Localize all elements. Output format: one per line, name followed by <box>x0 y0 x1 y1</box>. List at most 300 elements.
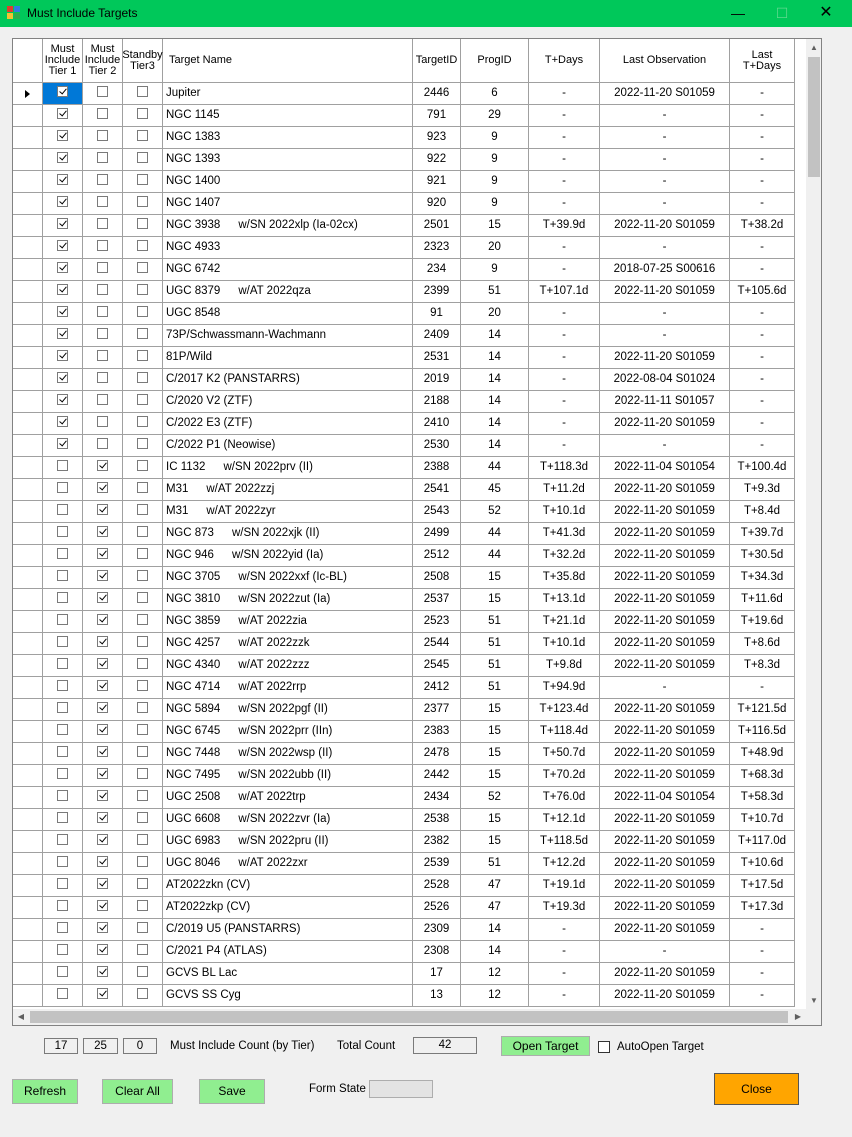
tier3-cell[interactable] <box>123 281 163 302</box>
tier1-cell[interactable] <box>43 501 83 522</box>
t-days-cell[interactable]: T+12.1d <box>529 809 600 830</box>
column-header-tier1[interactable]: Must Include Tier 1 <box>43 39 83 82</box>
tier3-cell[interactable] <box>123 303 163 324</box>
tier3-checkbox[interactable] <box>137 130 148 141</box>
tier2-cell[interactable] <box>83 127 123 148</box>
prog-id-cell[interactable]: 14 <box>461 391 529 412</box>
tier3-checkbox[interactable] <box>137 592 148 603</box>
target-name-cell[interactable] <box>163 127 413 148</box>
table-row[interactable] <box>13 281 795 303</box>
tier2-checkbox[interactable] <box>97 350 108 361</box>
t-days-cell[interactable]: - <box>529 963 600 984</box>
row-header[interactable] <box>13 875 43 896</box>
prog-id-cell[interactable]: 29 <box>461 105 529 126</box>
prog-id-cell[interactable]: 51 <box>461 611 529 632</box>
row-header[interactable] <box>13 193 43 214</box>
target-id-cell[interactable]: 2530 <box>413 435 461 456</box>
prog-id-cell[interactable]: 52 <box>461 787 529 808</box>
tier1-cell[interactable] <box>43 721 83 742</box>
tier2-cell[interactable] <box>83 567 123 588</box>
tier2-checkbox[interactable] <box>97 86 108 97</box>
tier2-cell[interactable] <box>83 325 123 346</box>
last-t-days-cell[interactable]: - <box>730 985 795 1006</box>
table-row[interactable] <box>13 699 795 721</box>
last-observation-cell[interactable]: 2022-11-20 S01059 <box>600 567 730 588</box>
tier1-cell[interactable] <box>43 633 83 654</box>
target-name-cell[interactable] <box>163 677 413 698</box>
tier3-checkbox[interactable] <box>137 328 148 339</box>
table-row[interactable] <box>13 479 795 501</box>
row-header[interactable] <box>13 259 43 280</box>
tier2-checkbox[interactable] <box>97 966 108 977</box>
row-header[interactable] <box>13 809 43 830</box>
target-id-cell[interactable]: 2019 <box>413 369 461 390</box>
tier3-cell[interactable] <box>123 721 163 742</box>
t-days-cell[interactable]: - <box>529 391 600 412</box>
prog-id-cell[interactable]: 15 <box>461 699 529 720</box>
row-header[interactable] <box>13 501 43 522</box>
t-days-cell[interactable]: - <box>529 237 600 258</box>
target-id-cell[interactable]: 921 <box>413 171 461 192</box>
tier3-cell[interactable] <box>123 347 163 368</box>
prog-id-cell[interactable]: 6 <box>461 83 529 104</box>
last-t-days-cell[interactable]: T+10.6d <box>730 853 795 874</box>
horizontal-scroll-thumb[interactable] <box>30 1011 788 1023</box>
table-row[interactable] <box>13 303 795 325</box>
tier1-cell[interactable] <box>43 413 83 434</box>
tier2-checkbox[interactable] <box>97 834 108 845</box>
last-t-days-cell[interactable]: - <box>730 369 795 390</box>
tier2-cell[interactable] <box>83 853 123 874</box>
vertical-scroll-thumb[interactable] <box>808 57 820 177</box>
last-t-days-cell[interactable]: T+117.0d <box>730 831 795 852</box>
t-days-cell[interactable]: T+118.3d <box>529 457 600 478</box>
t-days-cell[interactable]: - <box>529 83 600 104</box>
row-header[interactable] <box>13 743 43 764</box>
tier3-checkbox[interactable] <box>137 834 148 845</box>
tier1-checkbox[interactable] <box>57 900 68 911</box>
tier1-checkbox[interactable] <box>57 306 68 317</box>
tier3-cell[interactable] <box>123 743 163 764</box>
tier2-cell[interactable] <box>83 259 123 280</box>
tier1-cell[interactable] <box>43 237 83 258</box>
prog-id-cell[interactable]: 15 <box>461 721 529 742</box>
tier3-cell[interactable] <box>123 633 163 654</box>
tier3-checkbox[interactable] <box>137 768 148 779</box>
column-header-last-observation[interactable]: Last Observation <box>600 39 730 82</box>
last-t-days-cell[interactable]: - <box>730 259 795 280</box>
table-row[interactable] <box>13 259 795 281</box>
last-t-days-cell[interactable]: - <box>730 303 795 324</box>
last-observation-cell[interactable]: 2022-11-20 S01059 <box>600 853 730 874</box>
table-row[interactable] <box>13 743 795 765</box>
last-t-days-cell[interactable]: - <box>730 963 795 984</box>
prog-id-cell[interactable]: 45 <box>461 479 529 500</box>
tier3-cell[interactable] <box>123 809 163 830</box>
row-header[interactable] <box>13 589 43 610</box>
target-id-cell[interactable]: 2499 <box>413 523 461 544</box>
table-row[interactable] <box>13 963 795 985</box>
t-days-cell[interactable]: - <box>529 149 600 170</box>
t-days-cell[interactable]: T+12.2d <box>529 853 600 874</box>
tier2-cell[interactable] <box>83 391 123 412</box>
t-days-cell[interactable]: - <box>529 127 600 148</box>
tier2-checkbox[interactable] <box>97 812 108 823</box>
target-name-cell[interactable] <box>163 237 413 258</box>
tier2-cell[interactable] <box>83 655 123 676</box>
tier2-checkbox[interactable] <box>97 108 108 119</box>
row-header[interactable] <box>13 941 43 962</box>
table-row[interactable] <box>13 721 795 743</box>
tier3-checkbox[interactable] <box>137 152 148 163</box>
tier2-cell[interactable] <box>83 831 123 852</box>
target-name-cell[interactable] <box>163 347 413 368</box>
target-name-cell[interactable] <box>163 259 413 280</box>
tier1-cell[interactable] <box>43 743 83 764</box>
target-name-cell[interactable] <box>163 391 413 412</box>
t-days-cell[interactable]: T+10.1d <box>529 501 600 522</box>
tier2-cell[interactable] <box>83 875 123 896</box>
tier1-cell[interactable] <box>43 171 83 192</box>
tier1-cell[interactable] <box>43 919 83 940</box>
tier3-checkbox[interactable] <box>137 812 148 823</box>
last-observation-cell[interactable]: - <box>600 171 730 192</box>
tier2-checkbox[interactable] <box>97 196 108 207</box>
prog-id-cell[interactable]: 14 <box>461 413 529 434</box>
tier1-checkbox[interactable] <box>57 504 68 515</box>
tier2-cell[interactable] <box>83 281 123 302</box>
last-t-days-cell[interactable]: - <box>730 83 795 104</box>
t-days-cell[interactable]: - <box>529 259 600 280</box>
table-row[interactable] <box>13 413 795 435</box>
tier1-cell[interactable] <box>43 83 83 104</box>
t-days-cell[interactable]: - <box>529 413 600 434</box>
last-t-days-cell[interactable]: T+39.7d <box>730 523 795 544</box>
tier2-cell[interactable] <box>83 545 123 566</box>
column-header-last-t-days[interactable]: Last T+Days <box>730 39 795 82</box>
column-header-target-id[interactable]: TargetID <box>413 39 461 82</box>
t-days-cell[interactable]: T+35.8d <box>529 567 600 588</box>
vertical-scrollbar[interactable] <box>806 39 822 1009</box>
target-name-cell[interactable] <box>163 985 413 1006</box>
tier2-cell[interactable] <box>83 237 123 258</box>
target-id-cell[interactable]: 2512 <box>413 545 461 566</box>
table-row[interactable] <box>13 369 795 391</box>
tier1-checkbox[interactable] <box>57 328 68 339</box>
last-t-days-cell[interactable]: T+58.3d <box>730 787 795 808</box>
tier3-cell[interactable] <box>123 831 163 852</box>
prog-id-cell[interactable]: 9 <box>461 149 529 170</box>
target-name-cell[interactable] <box>163 413 413 434</box>
target-name-cell[interactable] <box>163 589 413 610</box>
tier3-checkbox[interactable] <box>137 680 148 691</box>
tier1-cell[interactable] <box>43 259 83 280</box>
target-name-cell[interactable] <box>163 105 413 126</box>
target-name-cell[interactable] <box>163 281 413 302</box>
last-observation-cell[interactable]: - <box>600 303 730 324</box>
tier1-cell[interactable] <box>43 215 83 236</box>
row-header[interactable] <box>13 919 43 940</box>
tier3-cell[interactable] <box>123 83 163 104</box>
prog-id-cell[interactable]: 15 <box>461 831 529 852</box>
tier2-checkbox[interactable] <box>97 526 108 537</box>
target-name-cell[interactable] <box>163 149 413 170</box>
last-observation-cell[interactable]: 2022-11-20 S01059 <box>600 479 730 500</box>
tier2-cell[interactable] <box>83 435 123 456</box>
prog-id-cell[interactable]: 51 <box>461 655 529 676</box>
last-observation-cell[interactable]: 2022-11-20 S01059 <box>600 963 730 984</box>
last-t-days-cell[interactable]: T+19.6d <box>730 611 795 632</box>
last-observation-cell[interactable]: 2022-11-20 S01059 <box>600 743 730 764</box>
t-days-cell[interactable]: - <box>529 985 600 1006</box>
t-days-cell[interactable]: - <box>529 919 600 940</box>
t-days-cell[interactable]: T+107.1d <box>529 281 600 302</box>
target-id-cell[interactable]: 2543 <box>413 501 461 522</box>
target-name-cell[interactable] <box>163 303 413 324</box>
tier3-cell[interactable] <box>123 677 163 698</box>
table-row[interactable] <box>13 149 795 171</box>
tier3-checkbox[interactable] <box>137 988 148 999</box>
tier3-checkbox[interactable] <box>137 350 148 361</box>
tier1-checkbox[interactable] <box>57 812 68 823</box>
tier1-checkbox[interactable] <box>57 86 68 97</box>
tier1-checkbox[interactable] <box>57 526 68 537</box>
target-name-cell[interactable] <box>163 919 413 940</box>
table-row[interactable] <box>13 457 795 479</box>
tier3-cell[interactable] <box>123 611 163 632</box>
tier3-checkbox[interactable] <box>137 108 148 119</box>
tier1-cell[interactable] <box>43 281 83 302</box>
tier3-checkbox[interactable] <box>137 174 148 185</box>
table-row[interactable] <box>13 611 795 633</box>
row-header[interactable] <box>13 985 43 1006</box>
tier1-checkbox[interactable] <box>57 130 68 141</box>
last-observation-cell[interactable]: - <box>600 435 730 456</box>
targets-grid[interactable] <box>12 38 822 1026</box>
target-name-cell[interactable] <box>163 523 413 544</box>
tier3-checkbox[interactable] <box>137 394 148 405</box>
tier1-checkbox[interactable] <box>57 702 68 713</box>
target-name-cell[interactable] <box>163 457 413 478</box>
tier2-checkbox[interactable] <box>97 658 108 669</box>
target-id-cell[interactable]: 2434 <box>413 787 461 808</box>
tier3-checkbox[interactable] <box>137 240 148 251</box>
last-observation-cell[interactable]: 2022-11-20 S01059 <box>600 413 730 434</box>
tier1-checkbox[interactable] <box>57 548 68 559</box>
tier1-cell[interactable] <box>43 325 83 346</box>
t-days-cell[interactable]: T+94.9d <box>529 677 600 698</box>
tier2-checkbox[interactable] <box>97 878 108 889</box>
t-days-cell[interactable]: T+19.1d <box>529 875 600 896</box>
table-row[interactable] <box>13 633 795 655</box>
tier2-cell[interactable] <box>83 479 123 500</box>
tier2-checkbox[interactable] <box>97 944 108 955</box>
tier2-checkbox[interactable] <box>97 702 108 713</box>
last-observation-cell[interactable]: 2022-11-20 S01059 <box>600 215 730 236</box>
tier2-checkbox[interactable] <box>97 504 108 515</box>
target-name-cell[interactable] <box>163 743 413 764</box>
last-observation-cell[interactable]: 2022-11-20 S01059 <box>600 699 730 720</box>
tier3-checkbox[interactable] <box>137 856 148 867</box>
t-days-cell[interactable]: T+118.5d <box>529 831 600 852</box>
tier1-cell[interactable] <box>43 545 83 566</box>
target-id-cell[interactable]: 2478 <box>413 743 461 764</box>
tier1-checkbox[interactable] <box>57 790 68 801</box>
target-id-cell[interactable]: 2501 <box>413 215 461 236</box>
horizontal-scrollbar[interactable] <box>13 1009 806 1025</box>
tier1-checkbox[interactable] <box>57 658 68 669</box>
tier2-checkbox[interactable] <box>97 372 108 383</box>
tier2-checkbox[interactable] <box>97 438 108 449</box>
last-t-days-cell[interactable]: T+100.4d <box>730 457 795 478</box>
target-name-cell[interactable] <box>163 963 413 984</box>
prog-id-cell[interactable]: 9 <box>461 127 529 148</box>
row-header[interactable] <box>13 787 43 808</box>
tier2-cell[interactable] <box>83 171 123 192</box>
last-t-days-cell[interactable]: - <box>730 435 795 456</box>
prog-id-cell[interactable]: 44 <box>461 523 529 544</box>
tier3-checkbox[interactable] <box>137 922 148 933</box>
tier2-cell[interactable] <box>83 677 123 698</box>
last-observation-cell[interactable]: 2022-11-04 S01054 <box>600 457 730 478</box>
save-button[interactable]: Save <box>199 1079 265 1104</box>
last-t-days-cell[interactable]: - <box>730 149 795 170</box>
row-header[interactable] <box>13 83 43 104</box>
row-header[interactable] <box>13 699 43 720</box>
prog-id-cell[interactable]: 9 <box>461 259 529 280</box>
tier1-checkbox[interactable] <box>57 460 68 471</box>
last-observation-cell[interactable]: 2022-11-20 S01059 <box>600 545 730 566</box>
tier3-checkbox[interactable] <box>137 526 148 537</box>
last-observation-cell[interactable]: 2022-11-20 S01059 <box>600 611 730 632</box>
target-name-cell[interactable] <box>163 325 413 346</box>
tier2-checkbox[interactable] <box>97 614 108 625</box>
tier3-checkbox[interactable] <box>137 636 148 647</box>
last-t-days-cell[interactable]: T+17.3d <box>730 897 795 918</box>
last-t-days-cell[interactable]: - <box>730 193 795 214</box>
column-header-t-days[interactable]: T+Days <box>529 39 600 82</box>
row-header[interactable] <box>13 149 43 170</box>
tier2-checkbox[interactable] <box>97 636 108 647</box>
row-header[interactable] <box>13 347 43 368</box>
tier2-checkbox[interactable] <box>97 460 108 471</box>
tier2-checkbox[interactable] <box>97 570 108 581</box>
target-id-cell[interactable]: 923 <box>413 127 461 148</box>
row-header[interactable] <box>13 457 43 478</box>
table-row[interactable] <box>13 875 795 897</box>
tier3-cell[interactable] <box>123 479 163 500</box>
tier2-checkbox[interactable] <box>97 394 108 405</box>
last-t-days-cell[interactable]: T+105.6d <box>730 281 795 302</box>
prog-id-cell[interactable]: 12 <box>461 985 529 1006</box>
tier3-checkbox[interactable] <box>137 438 148 449</box>
target-id-cell[interactable]: 920 <box>413 193 461 214</box>
tier2-checkbox[interactable] <box>97 284 108 295</box>
prog-id-cell[interactable]: 44 <box>461 457 529 478</box>
last-observation-cell[interactable]: 2022-11-20 S01059 <box>600 83 730 104</box>
tier1-checkbox[interactable] <box>57 372 68 383</box>
prog-id-cell[interactable]: 15 <box>461 589 529 610</box>
last-t-days-cell[interactable]: - <box>730 677 795 698</box>
column-header-tier3[interactable]: Standby Tier3 <box>123 39 163 82</box>
tier2-checkbox[interactable] <box>97 548 108 559</box>
tier3-checkbox[interactable] <box>137 86 148 97</box>
tier1-checkbox[interactable] <box>57 878 68 889</box>
tier1-cell[interactable] <box>43 699 83 720</box>
tier3-checkbox[interactable] <box>137 900 148 911</box>
last-observation-cell[interactable]: 2022-08-04 S01024 <box>600 369 730 390</box>
tier3-cell[interactable] <box>123 765 163 786</box>
t-days-cell[interactable]: - <box>529 325 600 346</box>
last-t-days-cell[interactable]: T+68.3d <box>730 765 795 786</box>
tier3-cell[interactable] <box>123 435 163 456</box>
tier3-cell[interactable] <box>123 369 163 390</box>
last-observation-cell[interactable]: - <box>600 677 730 698</box>
tier3-checkbox[interactable] <box>137 790 148 801</box>
last-t-days-cell[interactable]: T+11.6d <box>730 589 795 610</box>
prog-id-cell[interactable]: 15 <box>461 809 529 830</box>
tier1-checkbox[interactable] <box>57 966 68 977</box>
target-id-cell[interactable]: 2188 <box>413 391 461 412</box>
table-row[interactable] <box>13 941 795 963</box>
tier1-checkbox[interactable] <box>57 482 68 493</box>
tier1-checkbox[interactable] <box>57 284 68 295</box>
target-id-cell[interactable]: 2541 <box>413 479 461 500</box>
row-header[interactable] <box>13 567 43 588</box>
target-id-cell[interactable]: 2539 <box>413 853 461 874</box>
tier3-checkbox[interactable] <box>137 548 148 559</box>
tier1-checkbox[interactable] <box>57 108 68 119</box>
last-t-days-cell[interactable]: - <box>730 237 795 258</box>
tier3-checkbox[interactable] <box>137 944 148 955</box>
prog-id-cell[interactable]: 14 <box>461 325 529 346</box>
last-t-days-cell[interactable]: T+10.7d <box>730 809 795 830</box>
tier1-checkbox[interactable] <box>57 350 68 361</box>
table-row[interactable] <box>13 545 795 567</box>
t-days-cell[interactable]: T+11.2d <box>529 479 600 500</box>
tier2-checkbox[interactable] <box>97 856 108 867</box>
table-row[interactable] <box>13 589 795 611</box>
prog-id-cell[interactable]: 51 <box>461 677 529 698</box>
tier3-cell[interactable] <box>123 523 163 544</box>
tier2-cell[interactable] <box>83 215 123 236</box>
tier1-checkbox[interactable] <box>57 592 68 603</box>
row-header[interactable] <box>13 523 43 544</box>
tier1-cell[interactable] <box>43 457 83 478</box>
table-row[interactable] <box>13 567 795 589</box>
scroll-down-icon[interactable]: ▼ <box>810 996 818 1005</box>
tier3-cell[interactable] <box>123 215 163 236</box>
last-t-days-cell[interactable]: T+116.5d <box>730 721 795 742</box>
tier3-checkbox[interactable] <box>137 746 148 757</box>
row-header[interactable] <box>13 897 43 918</box>
tier2-cell[interactable] <box>83 457 123 478</box>
tier3-cell[interactable] <box>123 171 163 192</box>
row-header[interactable] <box>13 105 43 126</box>
last-observation-cell[interactable]: 2022-11-20 S01059 <box>600 809 730 830</box>
target-name-cell[interactable] <box>163 787 413 808</box>
row-header[interactable] <box>13 281 43 302</box>
target-id-cell[interactable]: 2382 <box>413 831 461 852</box>
prog-id-cell[interactable]: 12 <box>461 963 529 984</box>
t-days-cell[interactable]: T+19.3d <box>529 897 600 918</box>
tier1-checkbox[interactable] <box>57 988 68 999</box>
target-name-cell[interactable] <box>163 479 413 500</box>
tier2-cell[interactable] <box>83 611 123 632</box>
target-name-cell[interactable] <box>163 765 413 786</box>
tier2-checkbox[interactable] <box>97 988 108 999</box>
last-t-days-cell[interactable]: - <box>730 347 795 368</box>
